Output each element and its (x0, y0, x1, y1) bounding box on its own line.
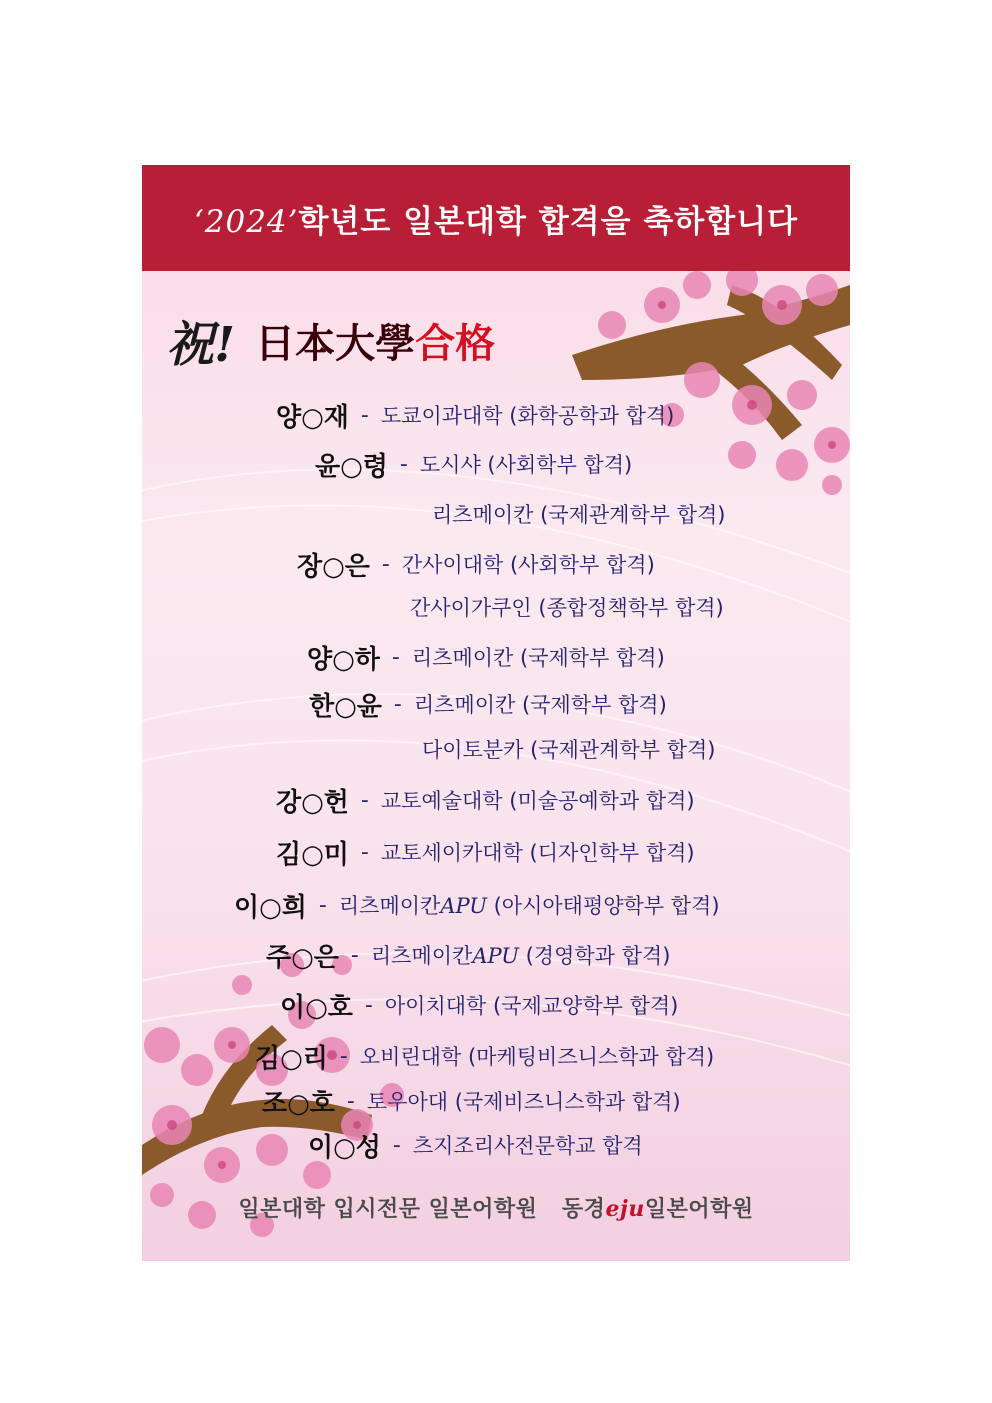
title-banner (142, 165, 850, 271)
student-name: 주○은 (266, 942, 339, 973)
student-name: 장○은 (297, 551, 370, 582)
separator: - (339, 1043, 348, 1069)
student-name: 김○미 (276, 839, 349, 870)
poster (142, 165, 850, 1261)
entry-row (297, 546, 655, 582)
separator: - (360, 787, 369, 813)
school-info (371, 940, 671, 970)
entry-row (307, 639, 665, 675)
school-info: 교토세이카대학 (디자인학부 합격) (380, 841, 695, 865)
separator: - (393, 691, 402, 717)
school-info: 다이토분카 (국제관계학부 합격) (422, 738, 716, 762)
school-name: 리츠메이칸 (338, 894, 441, 918)
student-name: 김○리 (255, 1043, 328, 1074)
school-name: 리츠메이칸 (370, 944, 473, 968)
school-info: 도쿄이과대학 (화학공학과 합격) (380, 404, 675, 428)
student-name: 윤○령 (315, 451, 388, 482)
separator: - (360, 402, 369, 428)
footer-left: 일본대학 입시전문 일본어학원 (238, 1197, 538, 1222)
entry-row (280, 987, 678, 1023)
banner-year: ‘2024’ (193, 203, 299, 240)
school-detail: (아시아태평양학부 합격) (486, 894, 720, 918)
separator: - (364, 992, 373, 1018)
student-name: 이○호 (280, 992, 353, 1023)
school-info: 리츠메이칸 (국제관계학부 합격) (432, 503, 726, 527)
student-name: 강○헌 (276, 787, 349, 818)
separator: - (391, 644, 400, 670)
entry-row (266, 937, 670, 973)
heading-celebrate: 祝! (166, 316, 236, 373)
student-name: 조○호 (262, 1088, 335, 1119)
separator: - (346, 1088, 355, 1114)
school-info: 도시샤 (사회학부 합격) (419, 453, 633, 477)
entry-row (422, 731, 715, 767)
entry-row (255, 1038, 714, 1074)
apu-label: APU (472, 944, 519, 968)
entry-row (410, 589, 724, 625)
school-info: 리츠메이칸 (국제학부 합격) (411, 646, 665, 670)
entry-row (308, 1127, 643, 1163)
entry-row (309, 686, 667, 722)
footer-mid: 동경 (561, 1197, 606, 1222)
separator: - (399, 451, 408, 477)
school-info: 오비린대학 (마케팅비즈니스학과 합격) (359, 1045, 715, 1069)
congratulation-heading (166, 305, 495, 375)
school-info: 아이치대학 (국제교양학부 합격) (384, 994, 679, 1018)
banner-title (194, 196, 798, 241)
school-info: 간사이가쿠인 (종합정책학부 합격) (410, 596, 724, 620)
apu-label: APU (440, 894, 487, 918)
entry-row (234, 887, 720, 923)
separator: - (360, 839, 369, 865)
banner-text: 학년도 일본대학 합격을 축하합니다 (298, 203, 799, 240)
entry-row (276, 397, 674, 433)
school-detail: (경영학과 합격) (518, 944, 671, 968)
entry-row (276, 834, 695, 870)
school-info (339, 890, 720, 920)
entry-row (315, 446, 632, 482)
footer-right: 일본어학원 (644, 1197, 754, 1222)
heading-japan-university: 日本大學 (255, 319, 416, 367)
separator: - (318, 892, 327, 918)
entry-row (432, 496, 725, 532)
student-name: 이○희 (234, 892, 307, 923)
academy-footer (142, 1192, 850, 1223)
student-name: 한○윤 (309, 691, 382, 722)
student-name: 양○재 (276, 402, 349, 433)
student-name: 양○하 (307, 644, 380, 675)
school-info: 교토예술대학 (미술공예학과 합격) (380, 789, 695, 813)
entry-row (276, 782, 695, 818)
school-info: 리츠메이칸 (국제학부 합격) (413, 693, 667, 717)
school-info: 간사이대학 (사회학부 합격) (401, 553, 655, 577)
separator: - (392, 1132, 401, 1158)
entry-row (262, 1083, 681, 1119)
school-info: 토우아대 (국제비즈니스학과 합격) (366, 1090, 681, 1114)
separator: - (381, 551, 390, 577)
eju-logo: eju (605, 1196, 645, 1222)
student-name: 이○성 (308, 1132, 381, 1163)
heading-pass: 合格 (415, 319, 496, 367)
school-info: 츠지조리사전문학교 합격 (412, 1134, 643, 1158)
separator: - (350, 942, 359, 968)
